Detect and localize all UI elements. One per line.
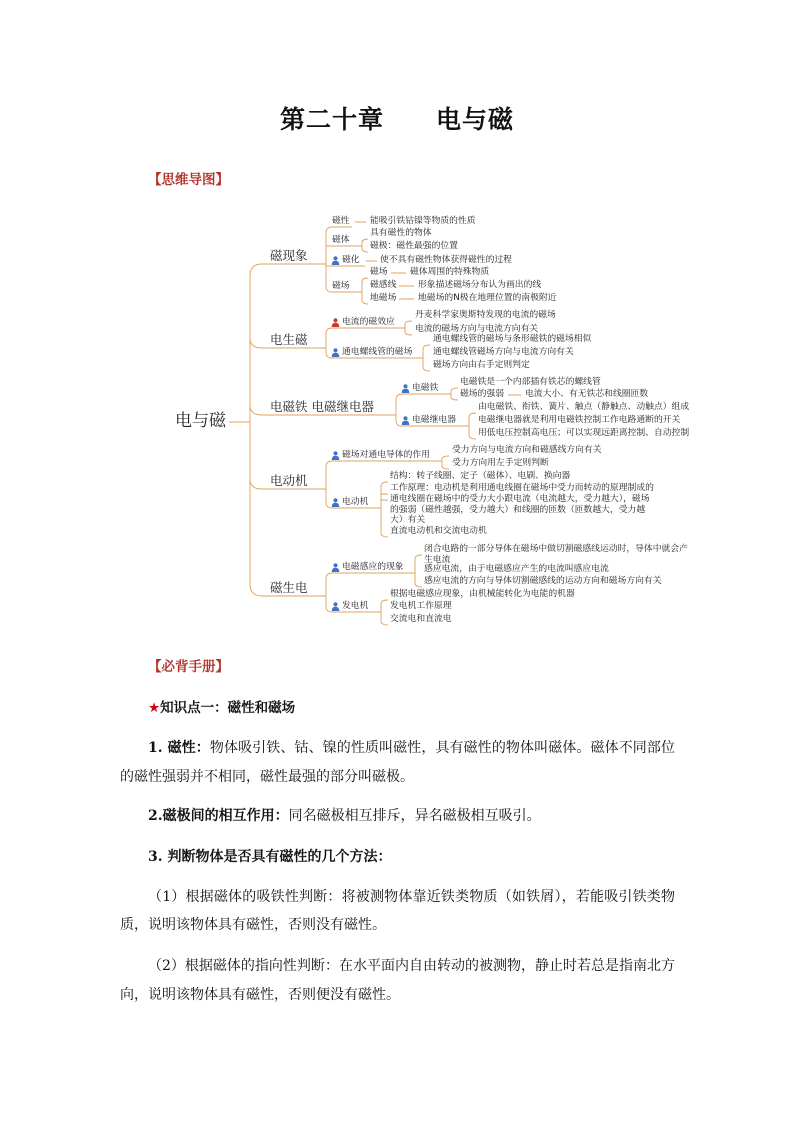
- mindmap-branch-induction: 磁生电: [270, 580, 308, 595]
- mindmap-leaf-desc: 形象描述磁场分布认为画出的线: [418, 280, 542, 290]
- mindmap-leaf: 交流电和直流电: [390, 614, 452, 624]
- mindmap-branch-electromagnet-relay: 电磁铁 电磁继电器: [270, 399, 374, 414]
- knowledge-point-title: [148, 699, 295, 717]
- person-icon: [331, 602, 340, 611]
- paragraph-2-label: 2.磁极间的相互作用：: [148, 808, 289, 824]
- mindmap-leaf: 结构：转子线圈、定子（磁体）、电刷、换向器: [390, 471, 571, 481]
- paragraph-4-line-1: （1）根据磁体的吸铁性判断：将被测物体靠近铁类物质（如铁屑），若能吸引铁类物: [148, 889, 675, 905]
- person-icon: [331, 498, 340, 507]
- person-icon: [331, 563, 340, 572]
- mindmap-node: 发电机: [342, 601, 369, 611]
- mindmap-heading: 【思维导图】: [148, 172, 229, 188]
- mindmap-node: 磁体: [332, 235, 350, 245]
- mindmap-leaf: 根据电磁感应现象，由机械能转化为电能的机器: [390, 589, 575, 599]
- mindmap-leaf: 能吸引铁钴镍等物质的性质: [370, 216, 476, 226]
- mindmap-leaf-desc: 电流大小、有无铁芯和线圈匝数: [525, 389, 649, 399]
- handbook-heading: 【必背手册】: [148, 659, 229, 675]
- mindmap-node: 磁场对通电导体的作用: [342, 450, 430, 460]
- paragraph-1-line-2: 的磁性强弱并不相同，磁性最强的部分叫磁极。: [120, 769, 414, 785]
- mindmap-node: 磁化: [342, 255, 360, 265]
- mindmap-leaf: 通电螺线管的磁场与条形磁铁的磁场相似: [433, 334, 592, 344]
- mindmap-leaf: 感应电流，由于电磁感应产生的电流叫感应电流: [424, 564, 609, 574]
- mindmap-branch-electromagnetism: 电生磁: [270, 332, 308, 347]
- mindmap-node: 电流的磁效应: [342, 317, 395, 327]
- mindmap-leaf-desc: 磁体周围的特殊物质: [410, 267, 490, 277]
- mindmap-leaf: 丹麦科学家奥斯特发现的电流的磁场: [415, 310, 556, 320]
- person-icon: [331, 348, 340, 357]
- person-icon: [331, 256, 340, 265]
- star-icon: ★: [148, 700, 161, 716]
- mindmap-leaf: 发电机工作原理: [390, 601, 452, 611]
- mindmap-leaf: 通电线圈在磁场中的受力大小跟电流（电流越大，受力越大），磁场的强弱（磁性越强，受力越大）和线圈的匝数（匝数越大，受力越大）有关: [390, 494, 650, 526]
- mindmap-leaf: 磁场方向由右手定则判定: [433, 360, 530, 370]
- mindmap-leaf-term: 磁感线: [370, 280, 397, 290]
- mindmap-root: 电与磁: [175, 411, 226, 431]
- paragraph-5-line-1: （2）根据磁体的指向性判断：在水平面内自由转动的被测物，静止时若总是指南北方: [148, 958, 675, 974]
- connector-branch-electromagnetism: [320, 321, 430, 371]
- mindmap-node: 电磁铁: [412, 383, 439, 393]
- mindmap-leaf: 磁极：磁性最强的位置: [370, 241, 458, 251]
- mindmap-branch-motor: 电动机: [270, 473, 308, 488]
- paragraph-1-line-1: [148, 738, 675, 758]
- mindmap-leaf-term: 磁场的强弱: [460, 389, 504, 399]
- paragraph-2-text: 同名磁极相互排斥，异名磁极相互吸引。: [288, 808, 541, 824]
- mindmap-node: 电磁感应的现象: [342, 562, 404, 572]
- person-icon: [401, 384, 410, 393]
- mindmap-leaf: 电流的磁场方向与电流方向有关: [415, 324, 539, 334]
- mindmap-leaf: 用低电压控制高电压；可以实现远距离控制、自动控制: [478, 428, 690, 438]
- person-icon: [331, 451, 340, 460]
- mindmap-node: 电动机: [342, 497, 369, 507]
- paragraph-3-heading: 3. 判断物体是否具有磁性的几个方法：: [148, 849, 392, 865]
- paragraph-2: [148, 806, 541, 826]
- connector-root-spine: [229, 264, 392, 596]
- mindmap-leaf: 工作原理：电动机是利用通电线圈在磁场中受力而转动的原理制成的: [390, 483, 654, 493]
- mindmap-node: 磁场: [332, 281, 350, 291]
- mindmap-node: 通电螺线管的磁场: [342, 347, 413, 357]
- mindmap-leaf: 受力方向用左手定则判断: [452, 458, 549, 468]
- mindmap-node: 磁性: [332, 216, 350, 226]
- knowledge-point-text: 知识点一：磁性和磁场: [160, 700, 296, 716]
- mindmap-leaf: 使不具有磁性物体获得磁性的过程: [380, 255, 512, 265]
- mindmap-leaf: 通电螺线管磁场方向与电流方向有关: [433, 347, 574, 357]
- mindmap-leaf: 具有磁性的物体: [370, 228, 432, 238]
- mindmap-leaf: 闭合电路的一部分导体在磁场中做切割磁感线运动时，导体中就会产生电流: [424, 544, 688, 565]
- mindmap-leaf: 电磁继电器就是利用电磁铁控制工作电路通断的开关: [478, 415, 681, 425]
- person-icon: [401, 416, 410, 425]
- mindmap-leaf-term: 地磁场: [370, 293, 397, 303]
- mindmap-leaf: 电磁铁是一个内部插有铁芯的螺线管: [460, 377, 601, 387]
- chapter-title: 第二十章 电与磁: [279, 105, 514, 134]
- person-icon: [331, 318, 340, 327]
- paragraph-1-text: 物体吸引铁、钴、镍的性质叫磁性，具有磁性的物体叫磁体。磁体不同部位: [209, 740, 675, 756]
- mindmap-node: 电磁继电器: [412, 415, 456, 425]
- paragraph-1-label: 1. 磁性：: [148, 740, 210, 756]
- mindmap-leaf-desc: 地磁场的N极在地理位置的南极附近: [418, 293, 557, 303]
- paragraph-4-line-2: 质，说明该物体具有磁性，否则没有磁性。: [120, 917, 386, 933]
- paragraph-5-line-2: 向，说明该物体具有磁性，否则便没有磁性。: [120, 987, 400, 1003]
- mindmap-branch-magnetism: 磁现象: [270, 248, 308, 263]
- mindmap-leaf: 受力方向与电流方向和磁感线方向有关: [452, 445, 602, 455]
- mindmap-leaf: 直流电动机和交流电动机: [390, 526, 487, 536]
- mindmap-leaf-term: 磁场: [370, 267, 388, 277]
- mindmap-leaf: 由电磁铁、衔铁、簧片、触点（静触点、动触点）组成: [478, 402, 690, 412]
- mindmap-leaf: 感应电流的方向与导体切割磁感线的运动方向和磁场方向有关: [424, 576, 662, 586]
